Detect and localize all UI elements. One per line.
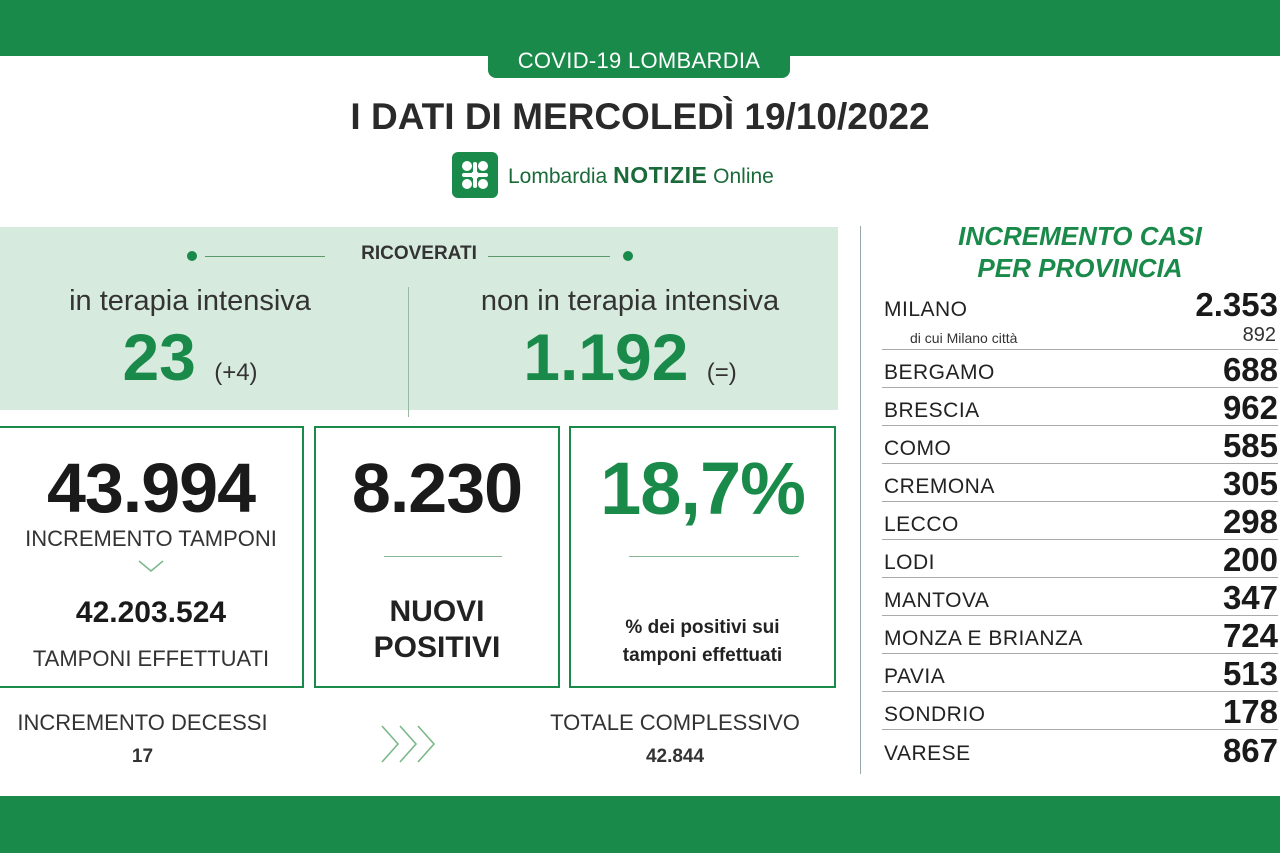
tamponi-increment: 43.994 bbox=[46, 449, 256, 527]
positivi-divider bbox=[384, 556, 502, 557]
chevron-down-icon bbox=[0, 558, 302, 579]
bottom-band bbox=[0, 796, 1280, 853]
province-name: MONZA E BRIANZA bbox=[884, 627, 1083, 650]
decessi-total-label: TOTALE COMPLESSIVO bbox=[550, 710, 800, 735]
decessi-increment-value: 17 bbox=[131, 746, 154, 767]
province-value: 688 bbox=[1222, 351, 1278, 388]
province-value: 178 bbox=[1222, 693, 1278, 730]
positivi-label: NUOVI POSITIVI bbox=[373, 595, 501, 664]
positivi-box bbox=[314, 426, 560, 688]
province-row-lecco bbox=[882, 502, 1278, 540]
region-badge: COVID-19 LOMBARDIA bbox=[488, 46, 790, 78]
province-row-mantova bbox=[882, 578, 1278, 616]
triple-chevron-right-icon bbox=[378, 722, 444, 766]
non-intensiva-value: 1.192 (=) bbox=[523, 320, 737, 394]
province-value: 305 bbox=[1222, 465, 1278, 502]
intensiva-label: in terapia intensiva bbox=[69, 285, 311, 317]
ricoverati-header bbox=[0, 243, 838, 269]
province-name: LECCO bbox=[884, 513, 959, 536]
intensiva-block bbox=[30, 285, 350, 406]
province-value: 962 bbox=[1222, 389, 1278, 426]
page-title: I DATI DI MERCOLEDÌ 19/10/2022 bbox=[350, 96, 930, 137]
tamponi-total: 42.203.524 bbox=[75, 596, 227, 629]
province-value: 347 bbox=[1222, 579, 1278, 616]
milano-citta-label: di cui Milano città bbox=[910, 330, 1018, 346]
ricoverati-label: RICOVERATI bbox=[361, 243, 477, 264]
decessi-total-value: 42.844 bbox=[645, 746, 705, 767]
ricoverati-separator bbox=[408, 287, 409, 417]
province-list bbox=[882, 288, 1278, 768]
province-row-bergamo bbox=[882, 350, 1278, 388]
tamponi-increment-label: INCREMENTO TAMPONI bbox=[25, 526, 277, 551]
non-intensiva-delta: (=) bbox=[706, 359, 737, 386]
province-row-milano bbox=[882, 288, 1278, 350]
province-row-varese bbox=[882, 730, 1278, 768]
province-name: COMO bbox=[884, 437, 952, 460]
province-name: LODI bbox=[884, 551, 936, 574]
decessi-increment-label: INCREMENTO DECESSI bbox=[17, 710, 268, 735]
province-value: 298 bbox=[1222, 503, 1278, 540]
non-intensiva-label: non in terapia intensiva bbox=[480, 285, 780, 317]
province-name: VARESE bbox=[884, 742, 971, 765]
brand-name: Lombardia NOTIZIE Online bbox=[508, 161, 774, 188]
dot-right bbox=[623, 251, 633, 261]
province-name: SONDRIO bbox=[884, 703, 986, 726]
province-name: CREMONA bbox=[884, 475, 995, 498]
intensiva-delta: (+4) bbox=[214, 359, 258, 386]
province-row-monza-brianza bbox=[882, 616, 1278, 654]
vertical-separator bbox=[860, 226, 861, 774]
province-value: 867 bbox=[1222, 732, 1278, 769]
percentuale-value: 18,7% bbox=[600, 447, 805, 530]
province-name: MILANO bbox=[884, 298, 968, 321]
province-value: 585 bbox=[1222, 427, 1278, 464]
tamponi-total-label: TAMPONI EFFETTUATI bbox=[32, 646, 270, 671]
province-name: MANTOVA bbox=[884, 589, 990, 612]
non-intensiva-block bbox=[440, 285, 820, 406]
percentuale-box bbox=[569, 426, 836, 688]
province-row-sondrio bbox=[882, 692, 1278, 730]
positivi-value: 8.230 bbox=[351, 449, 523, 527]
province-value: 724 bbox=[1222, 617, 1278, 654]
intensiva-value: 23 (+4) bbox=[122, 320, 258, 394]
decessi-increment bbox=[0, 710, 285, 768]
percentuale-label: % dei positivi sui tamponi effettuati bbox=[622, 617, 783, 666]
province-name: BERGAMO bbox=[884, 361, 995, 384]
province-name: BRESCIA bbox=[884, 399, 980, 422]
province-value: 200 bbox=[1222, 541, 1278, 578]
province-title: INCREMENTO CASI PER PROVINCIA bbox=[958, 221, 1202, 283]
divider-right bbox=[488, 256, 610, 257]
province-row-como bbox=[882, 426, 1278, 464]
percentuale-divider bbox=[629, 556, 799, 557]
tamponi-box bbox=[0, 426, 304, 688]
province-value: 513 bbox=[1222, 655, 1278, 692]
ricoverati-panel bbox=[0, 227, 838, 410]
province-row-brescia bbox=[882, 388, 1278, 426]
brand[interactable] bbox=[452, 152, 774, 198]
province-row-lodi bbox=[882, 540, 1278, 578]
decessi-total bbox=[530, 710, 820, 768]
province-value: 2.353 bbox=[1195, 286, 1278, 323]
province-row-pavia bbox=[882, 654, 1278, 692]
milano-citta-value: 892 bbox=[1242, 324, 1276, 346]
province-row-cremona bbox=[882, 464, 1278, 502]
province-name: PAVIA bbox=[884, 665, 946, 688]
lombardia-rose-logo-icon bbox=[452, 152, 498, 198]
